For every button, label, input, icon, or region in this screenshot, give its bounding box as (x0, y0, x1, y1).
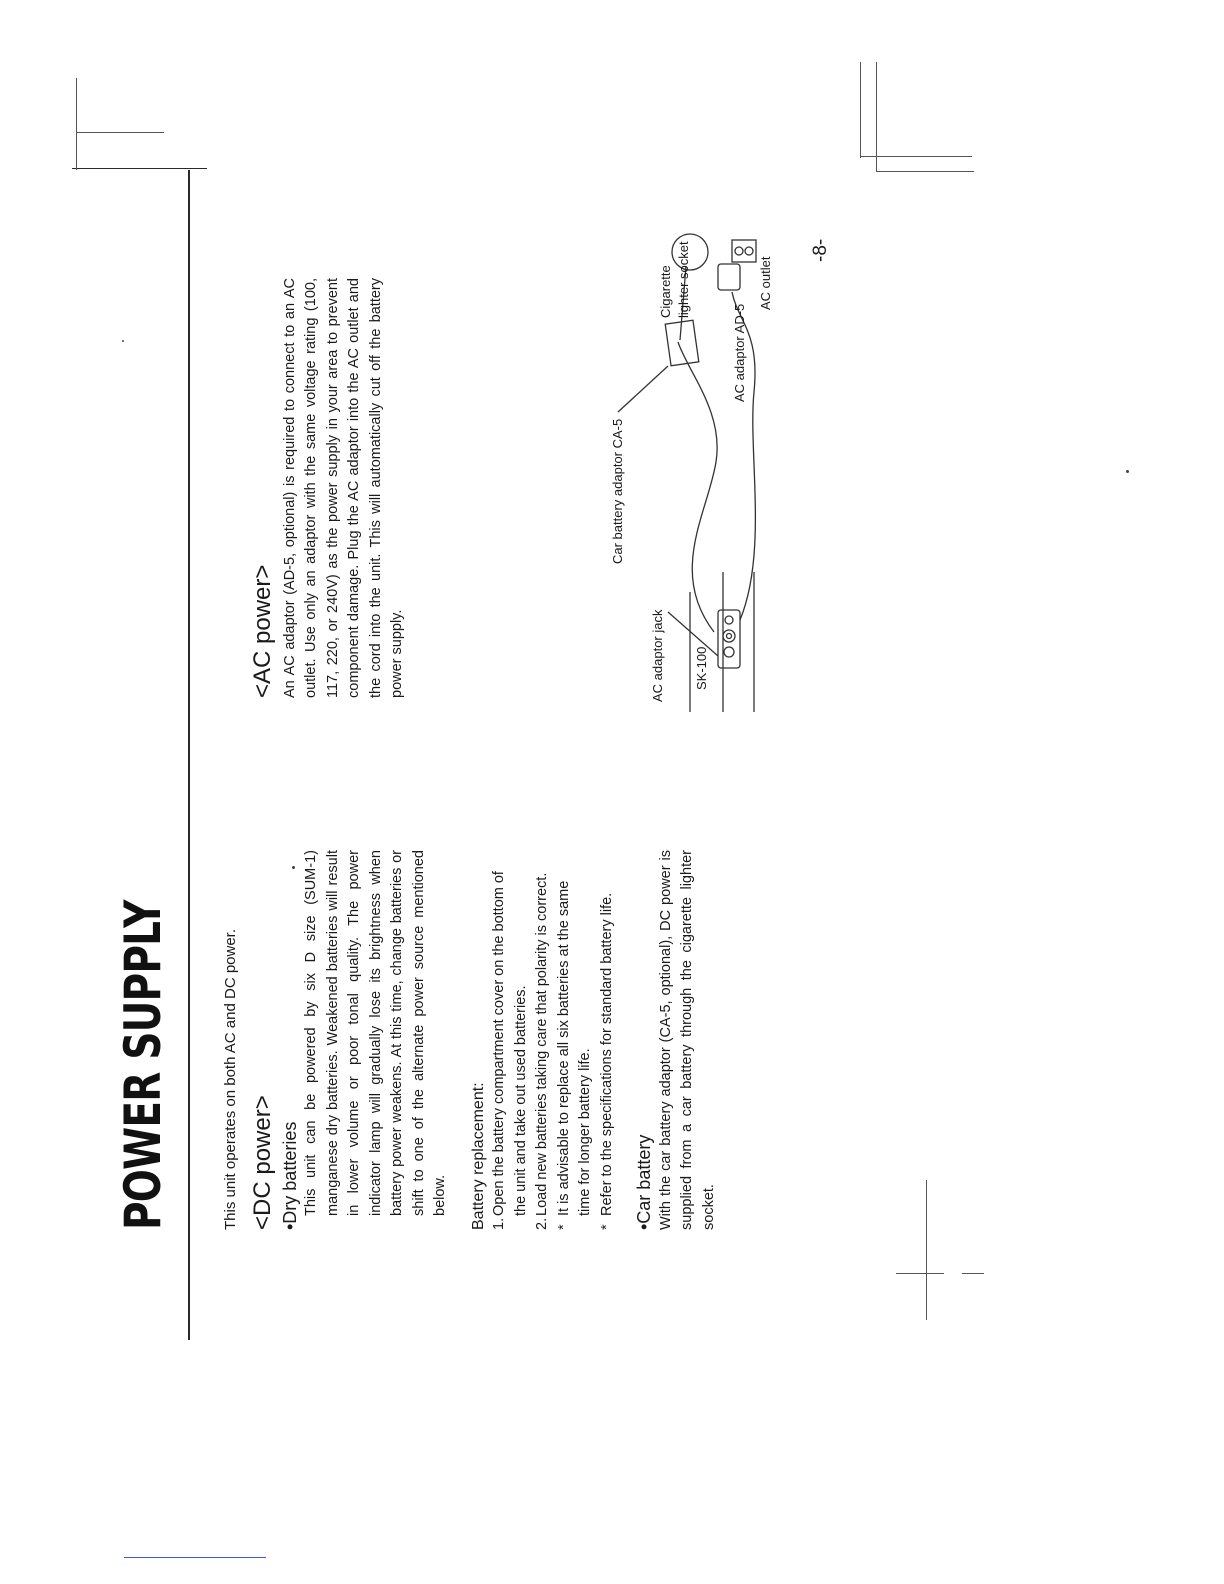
jack-circle-inner (727, 634, 732, 639)
list-text: Open the battery compartment cover on the bottom of the unit and take out used batteries. (491, 871, 529, 1216)
jack-circle (724, 647, 734, 657)
ac-power-text: An AC adaptor (AD-5, optional) is required to connect to an AC outlet. Use only an adaptor with the same voltage rating (100, 117, 220, or 240V) as the power supply in your area to prevent component damage. Plug the AC adaptor into the AC outlet and the cord into the unit. This will automatically cut off the battery power supply. (281, 278, 405, 698)
ac-power-heading: <AC power> (249, 564, 276, 698)
list-marker: * (598, 1224, 615, 1230)
crop-mark-tr-v1 (860, 62, 861, 158)
car-battery-heading: •Car battery (634, 1134, 654, 1230)
jack-circle (725, 616, 733, 624)
dc-power-column (249, 850, 736, 1230)
ac-power-column (249, 278, 425, 698)
jack-circle (723, 630, 735, 642)
label-car-battery-adaptor: Car battery adaptor CA-5 (610, 418, 625, 564)
car-battery-cable (678, 342, 717, 632)
outlet-hole (735, 247, 743, 255)
label-ac-outlet: AC outlet (758, 256, 773, 310)
list-marker: 1. (491, 1217, 507, 1230)
blue-underline (124, 1557, 266, 1558)
crop-mark-tr-h2 (876, 171, 974, 172)
intro-text: This unit operates on both AC and DC power. (222, 928, 239, 1230)
list-text: Refer to the specifications for standard battery life. (598, 892, 615, 1216)
dry-batteries-heading: •Dry batteries (279, 1121, 300, 1230)
connection-diagram (518, 232, 778, 712)
label-lighter-socket: lighter socket (676, 241, 691, 318)
outlet-hole (745, 247, 753, 255)
page-title: POWER SUPPLY (114, 900, 172, 1230)
leader-line-jack (668, 612, 718, 656)
dc-power-heading: <DC power> (249, 1095, 276, 1230)
list-item (489, 850, 532, 1230)
crop-mark-tr-h1 (860, 156, 972, 157)
ad5-box (718, 264, 740, 290)
list-item (532, 850, 554, 1230)
leader-line-ca5 (618, 366, 668, 412)
page-number: -8- (810, 238, 831, 262)
list-item (554, 850, 597, 1230)
label-cigarette: Cigarette (658, 265, 673, 318)
car-battery-text: With the car battery adaptor (CA-5, optional), DC power is supplied from a car battery through the cigarette lighter socket. (657, 850, 717, 1230)
dry-batteries-text: This unit can be powered by six D size (SUM-1) manganese dry batteries. Weakened batteries will result in lower volume or poor tonal quality. The power indicator lamp will gradually lose its brightness when battery power weakens. At this time, change batteries or shift to one of the alternate power source mentioned below. (303, 850, 448, 1216)
crop-mark-bl-v (926, 1180, 927, 1320)
list-marker: * (555, 1224, 572, 1230)
list-text: Load new batteries taking care that polarity is correct. (534, 872, 550, 1216)
label-ac-adaptor: AC adaptor AD-5 (732, 303, 747, 402)
list-marker: 2. (534, 1217, 550, 1230)
label-ac-adaptor-jack: AC adaptor jack (650, 609, 665, 702)
list-text: It is advisable to replace all six batteries at the same time for longer battery life. (555, 880, 593, 1216)
label-sk100: SK-100 (694, 646, 709, 690)
battery-replacement-heading: Battery replacement: (469, 1082, 487, 1230)
crop-mark-tl-v (76, 78, 77, 170)
scan-dot (1126, 470, 1129, 473)
crop-mark-bl-h (896, 1273, 944, 1274)
list-item (597, 850, 619, 1230)
document-page (110, 126, 810, 1270)
ca5-box (665, 320, 699, 365)
crop-mark-br-h (962, 1273, 984, 1274)
battery-replacement-list (489, 850, 618, 1230)
